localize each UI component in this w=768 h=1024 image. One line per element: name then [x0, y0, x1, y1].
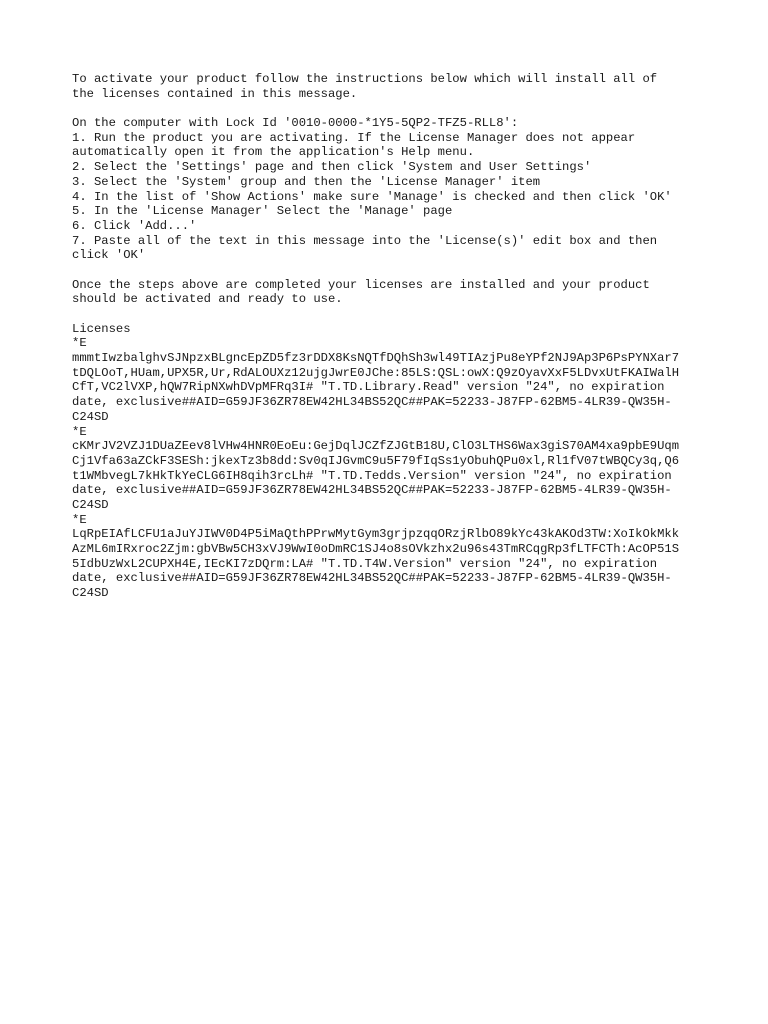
step-line: 2. Select the 'Settings' page and then click 'System and User Settings' [72, 160, 592, 175]
licenses-heading: Licenses [72, 321, 131, 336]
license-email-body [72, 72, 702, 601]
license-key-line: CfT,VC2lVXP,hQW7RipNXwhDVpMFRq3I# "T.TD.Library.Read" version "24", no expiration [72, 380, 665, 395]
license-key-line: Cj1Vfa63aZCkF3SESh:jkexTz3b8dd:Sv0qIJGvmC9u5F79fIqSs1yObuhQPu0xl,Rl1fV07tWBQCy3q,Q6 [72, 453, 680, 468]
license-entry-1[interactable] [72, 336, 702, 424]
step-line: 3. Select the 'System' group and then the 'License Manager' item [72, 174, 541, 189]
license-key-line: LqRpEIAfLCFU1aJuYJIWV0D4P5iMaQthPPrwMytGym3grjpzqqORzjRlbO89kYc43kAKOd3TW:XoIkOkMkk [72, 527, 680, 542]
license-marker: *E [72, 424, 87, 439]
step-line: automatically open it from the application's Help menu. [72, 145, 475, 160]
step-line: 4. In the list of 'Show Actions' make sure 'Manage' is checked and then click 'OK' [72, 189, 672, 204]
intro-line: To activate your product follow the instructions below which will install all of [72, 72, 658, 86]
spacer [72, 263, 702, 278]
license-key-line: tDQLOoT,HUam,UPX5R,Ur,RdALOUXz12ujgJwrE0JChe:85LS:QSL:owX:Q9zOyavXxF5LDvxUtFKAIWalH [72, 365, 680, 380]
license-key-line: date, exclusive##AID=G59JF36ZR78EW42HL34BS52QC##PAK=52233-J87FP-62BM5-4LR39-QW35H- [72, 483, 672, 498]
step-line: 7. Paste all of the text in this message into the 'License(s)' edit box and then [72, 233, 658, 248]
license-key-line: t1WMbvegL7kHkTkYeCLG6IH8qih3rcLh# "T.TD.Tedds.Version" version "24", no expiration [72, 468, 672, 483]
lock-id-line: On the computer with Lock Id '0010-0000-*1Y5-5QP2-TFZ5-RLL8': [72, 116, 519, 131]
spacer [72, 101, 702, 116]
step-line: 5. In the 'License Manager' Select the 'Manage' page [72, 204, 453, 219]
license-key-line: cKMrJV2VZJ1DUaZEev8lVHw4HNR0EoEu:GejDqlJCZfZJGtB18U,ClO3LTHS6Wax3giS70AM4xa9pbE9Uqm [72, 439, 680, 454]
license-marker: *E [72, 336, 87, 351]
license-key-line: date, exclusive##AID=G59JF36ZR78EW42HL34BS52QC##PAK=52233-J87FP-62BM5-4LR39-QW35H- [72, 395, 672, 410]
license-key-line: date, exclusive##AID=G59JF36ZR78EW42HL34BS52QC##PAK=52233-J87FP-62BM5-4LR39-QW35H- [72, 571, 672, 586]
license-key-line: 5IdbUzWxL2CUPXH4E,IEcKI7zDQrm:LA# "T.TD.T4W.Version" version "24", no expiration [72, 556, 658, 571]
license-key-line: C24SD [72, 497, 109, 512]
license-key-line: C24SD [72, 409, 109, 424]
license-key-line: mmmtIwzbalghvSJNpzxBLgncEpZD5fz3rDDX8KsNQTfDQhSh3wl49TIAzjPu8eYPf2NJ9Ap3P6PsPYNXar7 [72, 351, 680, 366]
completion-paragraph [72, 278, 702, 307]
license-entry-3[interactable] [72, 513, 702, 601]
license-entry-2[interactable] [72, 425, 702, 513]
intro-paragraph [72, 72, 702, 101]
completion-line: should be activated and ready to use. [72, 292, 343, 307]
instruction-steps [72, 131, 702, 263]
step-line: 6. Click 'Add...' [72, 218, 197, 233]
license-marker: *E [72, 512, 87, 527]
license-key-line: AzML6mIRxroc2Zjm:gbVBw5CH3xVJ9WwI0oDmRC1SJ4o8sOVkzhx2u96s43TmRCqgRp3fLTFCTh:AcOP51S [72, 542, 680, 556]
spacer [72, 307, 702, 322]
step-line: 1. Run the product you are activating. If the License Manager does not appear [72, 130, 636, 145]
step-line: click 'OK' [72, 248, 146, 263]
license-key-line: C24SD [72, 586, 109, 601]
intro-line: the licenses contained in this message. [72, 86, 358, 101]
completion-line: Once the steps above are completed your licenses are installed and your product [72, 277, 650, 292]
